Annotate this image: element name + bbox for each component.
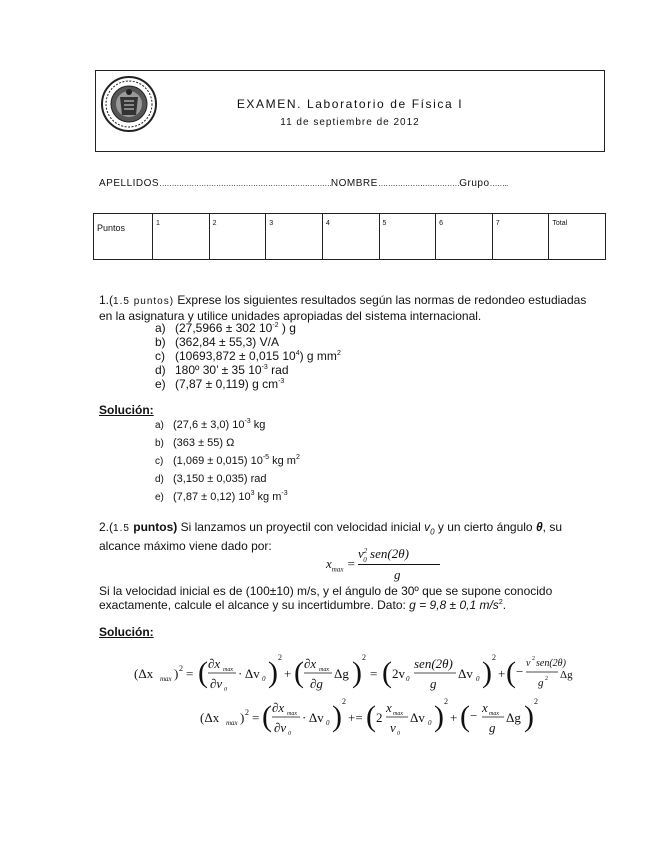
- q1-item-e: e) (7,87 ± 0,119) g $cm^{-3}$: [155, 377, 285, 391]
- svg-text:0: 0: [428, 719, 432, 727]
- student-info-line: [99, 178, 604, 189]
- svg-text:): ): [174, 666, 179, 681]
- svg-text:v: v: [526, 658, 531, 669]
- formula-numerator: $v^2_0$ sen(2θ): [358, 546, 409, 564]
- svg-text:∂x: ∂x: [272, 700, 285, 715]
- svg-text:max: max: [489, 711, 499, 717]
- points-cell-2: 2: [209, 214, 266, 260]
- points-cell-4: 4: [322, 214, 379, 260]
- svg-text:2: 2: [444, 697, 448, 706]
- svg-text:sen(2θ): sen(2θ): [414, 656, 453, 671]
- formula-denominator: g: [394, 567, 401, 582]
- svg-text:0: 0: [262, 675, 266, 683]
- svg-text:2v: 2v: [392, 666, 405, 681]
- svg-text:max: max: [287, 711, 297, 717]
- q1-solution-label: Solución:: [99, 403, 154, 417]
- range-formula: [326, 546, 446, 584]
- svg-text:2: 2: [342, 697, 346, 706]
- q1-solutions-list: [155, 418, 300, 505]
- svg-text:Δg: Δg: [560, 669, 573, 681]
- svg-text:∂x: ∂x: [208, 656, 221, 671]
- svg-text:0: 0: [224, 687, 227, 693]
- svg-text:2: 2: [362, 653, 366, 662]
- svg-text:max: max: [226, 719, 238, 727]
- svg-text:+: +: [450, 710, 458, 725]
- points-cell-3: 3: [266, 214, 323, 260]
- svg-text:−: −: [470, 708, 478, 723]
- svg-text:2: 2: [545, 676, 548, 682]
- points-cell-total: Total: [549, 214, 606, 260]
- svg-text:2: 2: [534, 697, 538, 706]
- svg-text:): ): [434, 700, 444, 733]
- svg-text:(: (: [294, 656, 304, 689]
- svg-text:2: 2: [376, 710, 383, 725]
- points-header-cell: Puntos: [94, 214, 153, 260]
- q1-solution-a: a) (27,6 ± 3,0) $10^{-3}$ kg: [155, 418, 266, 431]
- q1-statement: [99, 293, 599, 323]
- exam-date: 11 de septiembre de 2012: [280, 117, 420, 128]
- q2-number: 2.(: [99, 520, 114, 534]
- grupo-field[interactable]: ……..: [489, 179, 508, 188]
- svg-text:(: (: [460, 700, 470, 733]
- q1-solution-b: b) (363 ± 55) Ω: [155, 437, 235, 449]
- q2-statement-2: Si la velocidad inicial es de (100±10) m/s, y el ángulo de 30º que se supone conocido exactamente, calcule el alcance y su incertidumbre. Dato: g = 9,8 ± 0,1 $m/s^2$.: [99, 584, 553, 612]
- svg-text:Δv: Δv: [458, 666, 473, 681]
- points-table: [93, 213, 606, 260]
- exam-title: EXAMEN. Laboratorio de Física I: [236, 97, 464, 111]
- svg-text:max: max: [223, 667, 233, 673]
- svg-text:2: 2: [532, 656, 535, 662]
- q1-solution-c: c) (1,069 ± 0,015) $10^{-5}$ kg $m^2$: [155, 454, 300, 467]
- svg-text:): ): [332, 700, 342, 733]
- points-cell-6: 6: [436, 214, 493, 260]
- svg-text:· Δv: · Δv: [302, 710, 324, 725]
- svg-text:0: 0: [397, 731, 400, 737]
- q1-solution-e: e) (7,87 ± 0,12) $10^3$ kg $m^{-3}$: [155, 490, 288, 503]
- svg-text:∂g: ∂g: [310, 676, 323, 691]
- svg-text:(: (: [506, 656, 516, 689]
- svg-text:Δv: Δv: [410, 710, 425, 725]
- svg-text:): ): [482, 656, 492, 689]
- q1-solution-d: d) (3,150 ± 0,035) rad: [155, 473, 267, 485]
- svg-text:max: max: [319, 667, 329, 673]
- q1-item-d: d) 180º 30’ ± 35 $10^{-3}$ rad: [155, 363, 289, 377]
- svg-text:0: 0: [288, 731, 291, 737]
- svg-text:sen(2θ): sen(2θ): [536, 658, 566, 669]
- svg-text:(Δx: (Δx: [134, 666, 154, 681]
- svg-text:2: 2: [179, 664, 183, 673]
- svg-text:(: (: [366, 700, 376, 733]
- svg-text:g: g: [430, 676, 437, 691]
- svg-text:−: −: [516, 664, 524, 679]
- q2-points-num: 1.5: [113, 523, 130, 534]
- uncertainty-equations: [130, 646, 573, 738]
- svg-text:+: +: [284, 666, 292, 681]
- q1-points: 1.5 puntos): [113, 296, 175, 307]
- svg-text:(: (: [198, 656, 208, 689]
- q1-text: Exprese los siguientes resultados según las normas de redondeo estudiadas en la asignatura y utilice unidades apropiadas del sistema internacional.: [99, 293, 587, 323]
- svg-text:0: 0: [406, 675, 410, 683]
- points-row: [94, 214, 606, 260]
- apellidos-label: APELLIDOS: [99, 178, 160, 189]
- q1-items-list: [155, 321, 341, 391]
- svg-text:2: 2: [245, 708, 249, 717]
- q2-statement: 2.(1.5 puntos) Si lanzamos un proyectil con velocidad inicial $v_0$ y un cierto ángulo θ, su alcance máximo viene dado por:: [99, 520, 562, 554]
- svg-text:(: (: [262, 700, 272, 733]
- svg-text:(Δx: (Δx: [200, 710, 220, 725]
- svg-text:0: 0: [326, 719, 330, 727]
- svg-text:): ): [240, 710, 245, 725]
- svg-text:Δg: Δg: [506, 710, 521, 725]
- points-cell-5: 5: [379, 214, 436, 260]
- svg-text:g: g: [489, 720, 496, 735]
- svg-text:): ): [268, 656, 278, 689]
- apellidos-field[interactable]: …………………………………………………………….: [159, 179, 331, 188]
- svg-text:Δg: Δg: [334, 666, 349, 681]
- nombre-field[interactable]: ……………………………: [377, 179, 460, 188]
- nombre-label: NOMBRE: [330, 178, 378, 189]
- svg-text:∂x: ∂x: [304, 656, 317, 671]
- svg-text:max: max: [393, 711, 403, 717]
- svg-text:): ): [524, 700, 534, 733]
- q2-points-word: puntos): [133, 520, 178, 534]
- q1-number: 1.(: [99, 293, 114, 307]
- svg-text:=: =: [186, 666, 194, 681]
- svg-text:max: max: [160, 675, 172, 683]
- v0-symbol: $v_0$: [424, 520, 435, 537]
- formula-fraction-bar: [358, 564, 440, 565]
- exam-header: [95, 70, 605, 152]
- svg-text:0: 0: [476, 675, 480, 683]
- svg-text:x: x: [386, 700, 392, 715]
- svg-text:(: (: [382, 656, 392, 689]
- q1-item-c: c) (10693,872 ± 0,015 $10^4$) g $mm^2$: [155, 349, 341, 363]
- svg-text:x: x: [482, 700, 488, 715]
- q2-dato: g = 9,8 ± 0,1 m/s: [409, 598, 499, 612]
- svg-text:g: g: [538, 677, 544, 689]
- q1-item-a: a) (27,5966 ± 302 $10^{-2}$ ) g: [155, 321, 296, 335]
- svg-text:∂v: ∂v: [274, 720, 287, 735]
- formula-lhs: $x_{max}$ =: [326, 556, 356, 574]
- svg-text:∂v: ∂v: [210, 676, 223, 691]
- svg-text:2: 2: [278, 653, 282, 662]
- theta-symbol: θ: [535, 520, 543, 534]
- svg-text:+=: +=: [348, 710, 363, 725]
- svg-text:v: v: [390, 720, 396, 735]
- points-cell-1: 1: [153, 214, 210, 260]
- grupo-label: Grupo: [459, 178, 490, 189]
- svg-text:2: 2: [492, 653, 496, 662]
- points-cell-7: 7: [492, 214, 549, 260]
- svg-text:=: =: [370, 666, 378, 681]
- svg-text:=: =: [252, 710, 260, 725]
- q2-solution-label: Solución:: [99, 625, 154, 639]
- svg-text:): ): [352, 656, 362, 689]
- q1-item-b: b) (362,84 ± 55,3) V/A: [155, 335, 279, 349]
- svg-text:· Δv: · Δv: [238, 666, 260, 681]
- svg-text:+: +: [498, 666, 506, 681]
